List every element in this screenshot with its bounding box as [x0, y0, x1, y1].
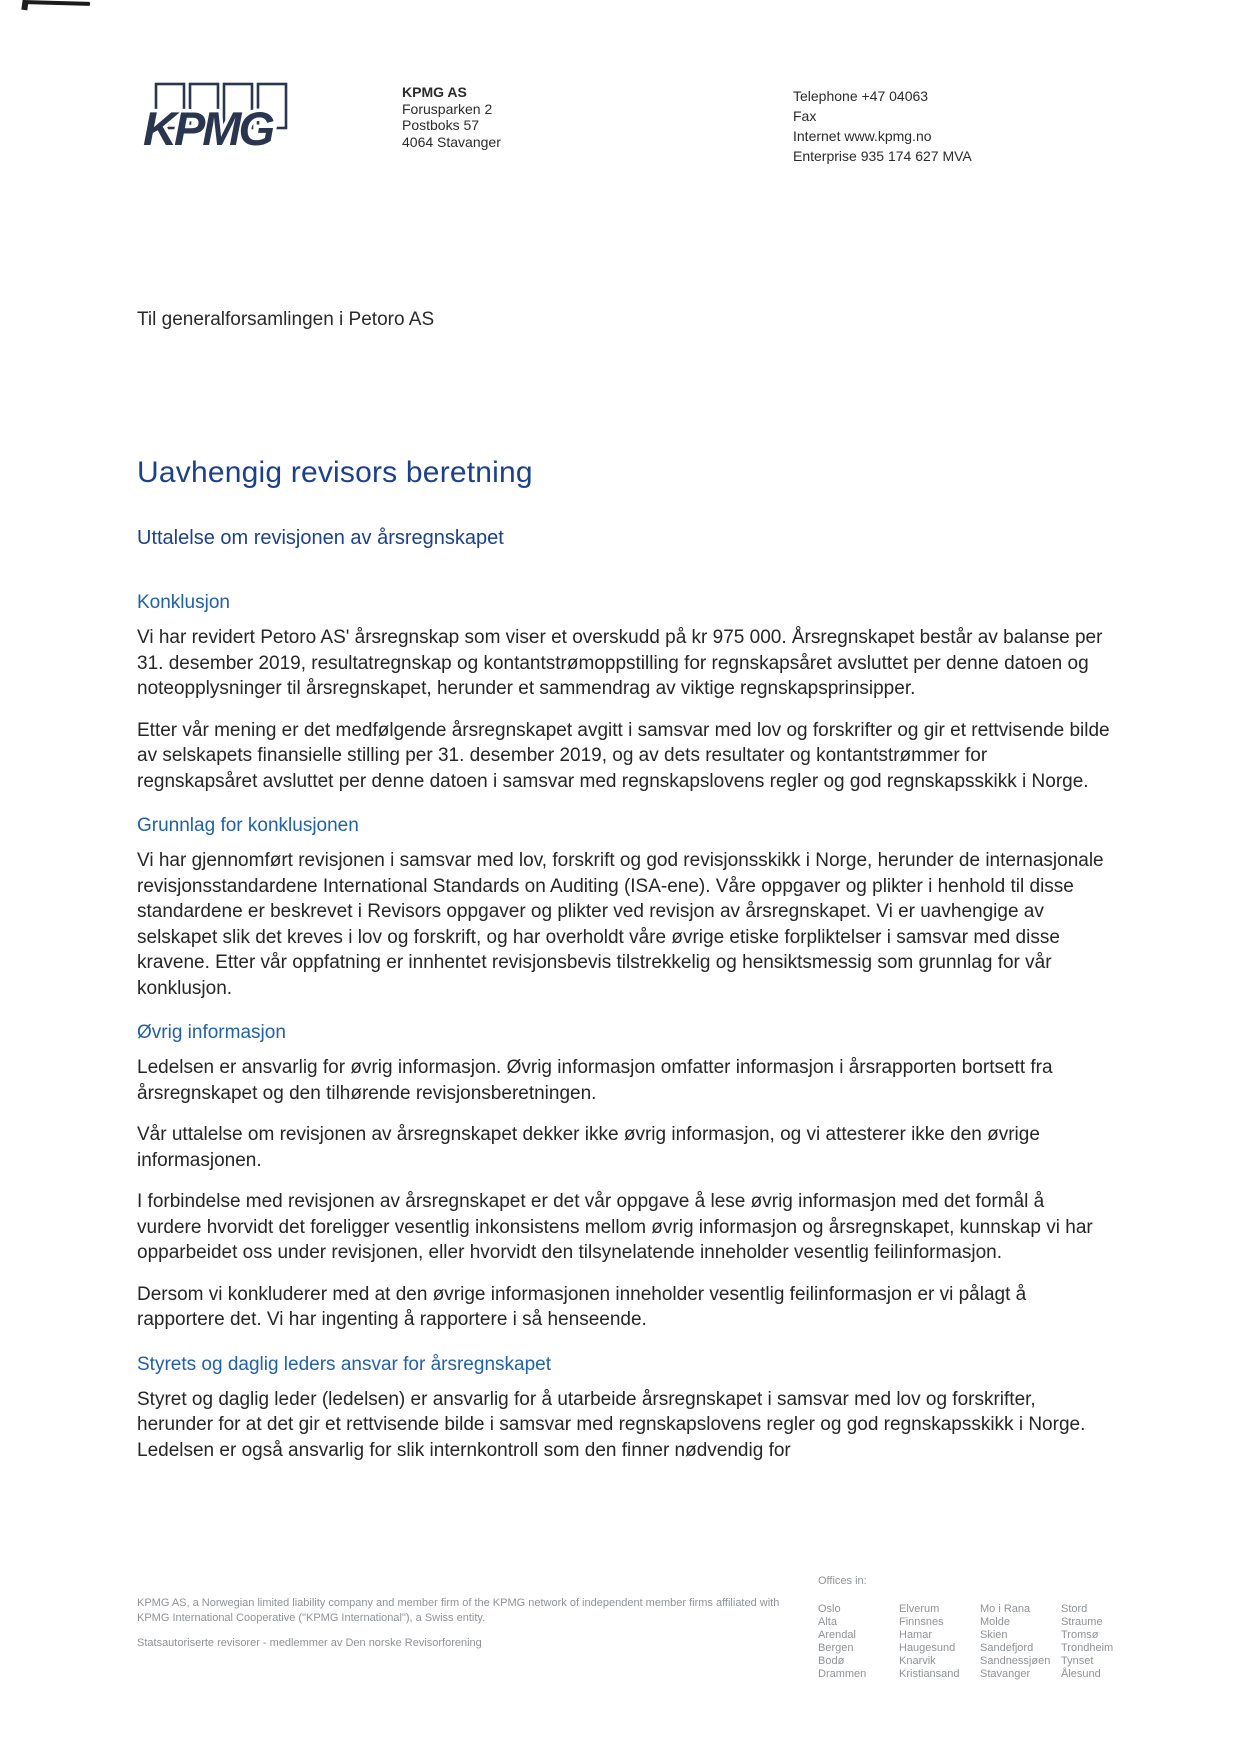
office-city: Stord: [1061, 1603, 1088, 1615]
section-paragraph: Styret og daglig leder (ledelsen) er ansvarlig for å utarbeide årsregnskapet i samsvar med lov og forskrifter, herunder for at det gir et rettvisende bilde i samsvar med regnskapslovens regler og god regnskapsskikk i Norge. Ledelsen er også ansvarlig for slik internkontroll som den finner nødvendig for: [137, 1388, 1086, 1461]
office-columns: [818, 1603, 1113, 1681]
report-title: Uavhengig revisors beretning: [137, 456, 533, 489]
logo-wordmark: KPMG: [143, 102, 272, 152]
office-city: Straume: [1061, 1616, 1103, 1628]
office-city: Sandnessjøen: [980, 1655, 1051, 1667]
office-city: Tromsø: [1061, 1629, 1099, 1641]
section-heading: Øvrig informasjon: [137, 1022, 286, 1043]
section-paragraph: Dersom vi konkluderer med at den øvrige informasjonen inneholder vesentlig feilinformasjon er vi pålagt å rapportere det. Vi har ingenting å rapportere i så henseende.: [137, 1283, 1027, 1330]
office-city: Haugesund: [899, 1642, 956, 1654]
office-city: Elverum: [899, 1603, 940, 1615]
legal-paragraph: Statsautoriserte revisorer - medlemmer av Den norske Revisorforening: [137, 1637, 482, 1649]
office-column: [1061, 1603, 1113, 1681]
office-city: Bodø: [818, 1655, 845, 1667]
kpmg-logo-graphic: [143, 82, 293, 152]
office-city: Kristiansand: [899, 1668, 960, 1680]
section-paragraph: Ledelsen er ansvarlig for øvrig informasjon. Øvrig informasjon omfatter informasjon i årsrapporten bortsett fra årsregnskapet og den tilhørende revisjonsberetningen.: [137, 1057, 1053, 1104]
report-section: [137, 1021, 1112, 1333]
firm-address-block: [402, 84, 501, 150]
office-city: Knarvik: [899, 1655, 936, 1667]
office-city: Sandefjord: [980, 1642, 1034, 1654]
report-sections: [137, 591, 1112, 1463]
office-column: [899, 1603, 980, 1681]
section-paragraph: Etter vår mening er det medfølgende årsregnskapet avgitt i samsvar med lov og forskrifter og gir et rettvisende bilde av selskapets finansielle stilling per 31. desember 2019, og av dets resultater og kontantstrømmer for regnskapsåret avsluttet per denne datoen i samsvar med regnskapslovens regler og god regnskapsskikk i Norge.: [137, 719, 1110, 792]
legal-paragraph: KPMG AS, a Norwegian limited liability company and member firm of the KPMG network of independent member firms affiliated with KPMG International Cooperative ("KPMG International"), a Swiss entity.: [137, 1597, 780, 1624]
section-heading: Konklusjon: [137, 592, 230, 613]
office-city: Bergen: [818, 1642, 854, 1654]
office-city: Tynset: [1061, 1655, 1094, 1667]
report-section: [137, 1353, 1112, 1464]
contact-line: Fax: [793, 108, 817, 124]
office-city: Skien: [980, 1629, 1008, 1641]
report-body: [137, 456, 1112, 1479]
section-heading: Grunnlag for konklusjonen: [137, 815, 359, 836]
office-city: Ålesund: [1061, 1668, 1101, 1680]
office-column: [818, 1603, 899, 1681]
section-paragraph: Vi har revidert Petoro AS' årsregnskap som viser et overskudd på kr 975 000. Årsregnskapet består av balanse per 31. desember 2019, resultatregnskap og kontantstrømoppstilling for regnskapsåret avsluttet per denne datoen og noteopplysninger til årsregnskapet, herunder et sammendrag av viktige regnskapsprinsipper.: [137, 627, 1103, 699]
addressee-line: Til generalforsamlingen i Petoro AS: [137, 309, 435, 330]
report-section: [137, 814, 1112, 1001]
office-column: [980, 1603, 1061, 1681]
firm-name: KPMG AS: [402, 84, 467, 100]
office-city: Molde: [980, 1616, 1010, 1628]
section-paragraph: I forbindelse med revisjonen av årsregnskapet er det vår oppgave å lese øvrig informasjon med det formål å vurdere hvorvidt det foreligger vesentlig inkonsistens mellom øvrig informasjon og årsregnskapet, kunnskap vi har opparbeidet oss under revisjonen, eller hvorvidt den tilsynelatende inneholder vesentlig feilinformasjon.: [137, 1191, 1093, 1263]
office-city: Oslo: [818, 1603, 841, 1615]
offices-block: [818, 1575, 1113, 1681]
firm-address-line: Postboks 57: [402, 117, 480, 133]
legal-text: [137, 1596, 795, 1662]
firm-address-lines: [402, 101, 501, 151]
report-subtitle: Uttalelse om revisjonen av årsregnskapet: [137, 527, 504, 549]
section-paragraph: Vi har gjennomført revisjonen i samsvar med lov, forskrift og god revisjonsskikk i Norge, herunder de internasjonale revisjonsstandardene International Standards on Auditing (ISA-ene). Våre oppgaver og plikter i henhold til disse standardene er beskrevet i Revisors oppgaver og plikter ved revisjon av årsregnskapet. Vi er uavhengige av selskapet slik det kreves i lov og forskrift, og har overholdt våre øvrige etiske forpliktelser i samsvar med disse kravene. Etter vår oppfatning er innhentet revisjonsbevis tilstrekkelig og hensiktsmessig som grunnlag for vår konklusjon.: [137, 850, 1104, 999]
office-city: Alta: [818, 1616, 837, 1628]
office-city: Hamar: [899, 1629, 933, 1641]
offices-label: Offices in:: [818, 1575, 867, 1587]
contact-block: [793, 86, 972, 166]
firm-address-line: Forusparken 2: [402, 100, 493, 117]
office-city: Arendal: [818, 1629, 856, 1641]
firm-address-line: 4064 Stavanger: [402, 133, 501, 150]
contact-line: Internet www.kpmg.no: [793, 128, 932, 144]
section-paragraph: Vår uttalelse om revisjonen av årsregnskapet dekker ikke øvrig informasjon, og vi attesterer ikke den øvrige informasjonen.: [137, 1124, 1040, 1171]
report-section: [137, 591, 1112, 794]
office-city: Drammen: [818, 1668, 867, 1680]
kpmg-logo: [143, 82, 293, 157]
office-city: Finnsnes: [899, 1616, 944, 1628]
contact-lines: [793, 86, 972, 166]
office-city: Trondheim: [1061, 1642, 1114, 1654]
scan-artifact: [26, 0, 90, 6]
office-city: Stavanger: [980, 1668, 1031, 1680]
section-heading: Styrets og daglig leders ansvar for årsregnskapet: [137, 1353, 551, 1375]
scan-artifact-corner: [21, 0, 28, 10]
contact-line: Enterprise 935 174 627 MVA: [793, 148, 972, 164]
office-city: Mo i Rana: [980, 1603, 1031, 1615]
contact-line: Telephone +47 04063: [793, 88, 929, 104]
